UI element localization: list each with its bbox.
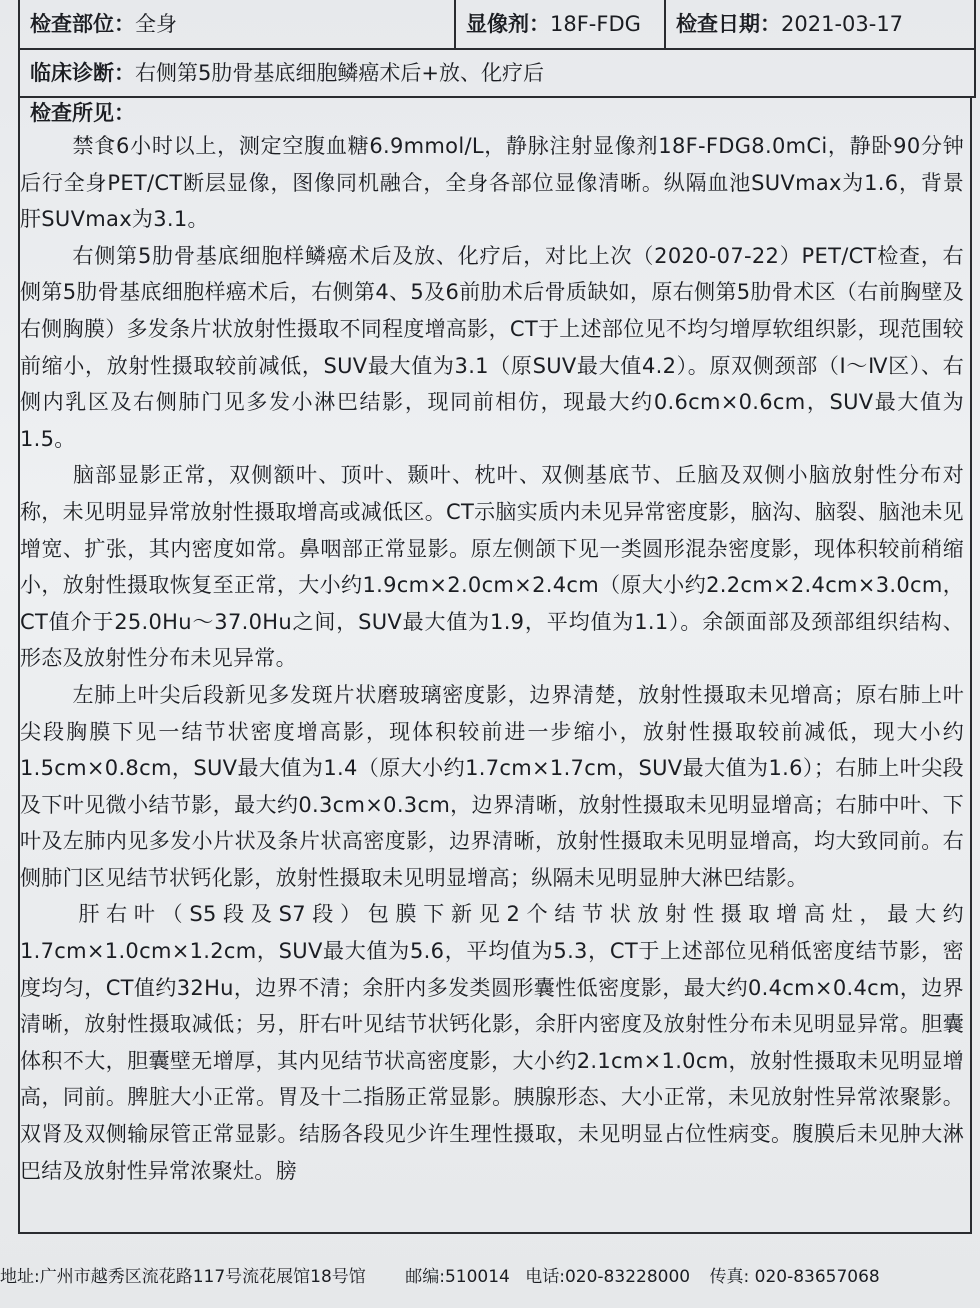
exam-site-label: 检查部位：: [30, 12, 135, 36]
exam-date-label: 检查日期：: [676, 12, 781, 36]
agent-label: 显像剂：: [466, 12, 550, 36]
findings-paragraph: [20, 896, 970, 1189]
findings-paragraph: [20, 457, 970, 677]
header-table: [18, 0, 976, 98]
agent-value: 18F-FDG: [550, 12, 641, 36]
diagnosis-row: [20, 50, 974, 98]
findings-text: 脑部显影正常，双侧额叶、顶叶、颞叶、枕叶、双侧基底节、丘脑及双侧小脑放射性分布对称，未见明显异常放射性摄取增高或减低区。CT示脑实质内未见异常密度影，脑沟、脑裂、脑池未见增宽、扩张，其内密度如常。鼻咽部正常显影。原左侧颌下见一类圆形混杂密度影，现体积较前稍缩小，放射性摄取恢复至正常，大小约1.9cm×2.0cm×2.4cm（原大小约2.2cm×2.4cm×3.0cm，CT值介于25.0Hu～37.0Hu之间，SUV最大值为1.9，平均值为1.1）。余颌面部及颈部组织结构、形态及放射性分布未见异常。: [20, 463, 964, 671]
exam-site-value: 全身: [135, 12, 177, 36]
footer: [0, 1262, 980, 1292]
footer-postcode: 邮编:510014: [405, 1267, 510, 1287]
findings-text: 禁食6小时以上，测定空腹血糖6.9mmol/L，静脉注射显像剂18F-FDG8.0mCi，静卧90分钟后行全身PET/CT断层显像，图像同机融合，全身各部位显像清晰。纵隔血池SUVmax为1.6，背景肝SUVmax为3.1。: [20, 134, 964, 232]
findings-paragraph: [20, 677, 970, 897]
findings-text: 左肺上叶尖后段新见多发斑片状磨玻璃密度影，边界清楚，放射性摄取未见增高；原右肺上叶尖段胸膜下见一结节状密度增高影，现体积较前进一步缩小，放射性摄取较前减低，现大小约1.5cm×0.8cm，SUV最大值为1.4（原大小约1.7cm×1.7cm，SUV最大值为1.6）；右肺上叶尖段及下叶见微小结节影，最大约0.3cm×0.3cm，边界清晰，放射性摄取未见明显增高；右肺中叶、下叶及左肺内见多发小片状及条片状高密度影，边界清晰，放射性摄取未见明显增高，均大致同前。右侧肺门区见结节状钙化影，放射性摄取未见明显增高；纵隔未见明显肿大淋巴结影。: [20, 682, 964, 890]
exam-site-cell: [20, 0, 456, 48]
diagnosis-label: 临床诊断：: [30, 61, 135, 85]
findings-paragraph: [20, 238, 970, 458]
footer-address: 地址:广州市越秀区流花路117号流花展馆18号馆: [0, 1267, 366, 1287]
diagnosis-value: 右侧第5肋骨基底细胞鳞癌术后+放、化疗后: [135, 61, 544, 85]
footer-fax: 传真: 020-83657068: [709, 1267, 880, 1287]
agent-cell: [456, 0, 666, 48]
findings-paragraph: [20, 128, 970, 238]
findings-text: 肝右叶（S5段及S7段）包膜下新见2个结节状放射性摄取增高灶，最大约1.7cm×1.0cm×1.2cm，SUV最大值为5.6，平均值为5.3，CT于上述部位见稍低密度结节影，密度均匀，CT值约32Hu，边界不清；余肝内多发类圆形囊性低密度影，最大约0.4cm×0.4cm，边界清晰，放射性摄取减低；另，肝右叶见结节状钙化影，余肝内密度及放射性分布未见明显异常。胆囊体积不大，胆囊壁无增厚，其内见结节状高密度影，大小约2.1cm×1.0cm，放射性摄取未见明显增高，同前。脾脏大小正常。胃及十二指肠正常显影。胰腺形态、大小正常，未见放射性异常浓聚影。双肾及双侧输尿管正常显影。结肠各段见少许生理性摄取，未见明显占位性病变。腹膜后未见肿大淋巴结及放射性异常浓聚灶。膀: [20, 902, 964, 1183]
findings-cell: [18, 96, 972, 1234]
exam-date-value: 2021-03-17: [781, 12, 904, 36]
date-cell: [666, 0, 974, 48]
header-row: [20, 0, 974, 50]
findings-heading: 检查所见：: [30, 101, 135, 125]
footer-phone: 电话:020-83228000: [525, 1267, 691, 1287]
findings-text: 右侧第5肋骨基底细胞样鳞癌术后及放、化疗后，对比上次（2020-07-22）PET/CT检查，右侧第5肋骨基底细胞样癌术后，右侧第4、5及6前肋术后骨质缺如，原右侧第5肋骨术区（右前胸壁及右侧胸膜）多发条片状放射性摄取不同程度增高影，CT于上述部位见不均匀增厚软组织影，现范围较前缩小，放射性摄取较前减低，SUV最大值为3.1（原SUV最大值4.2）。原双侧颈部（Ⅰ～Ⅳ区）、右侧内乳区及右侧肺门见多发小淋巴结影，现同前相仿，现最大约0.6cm×0.6cm，SUV最大值为1.5。: [20, 243, 964, 451]
